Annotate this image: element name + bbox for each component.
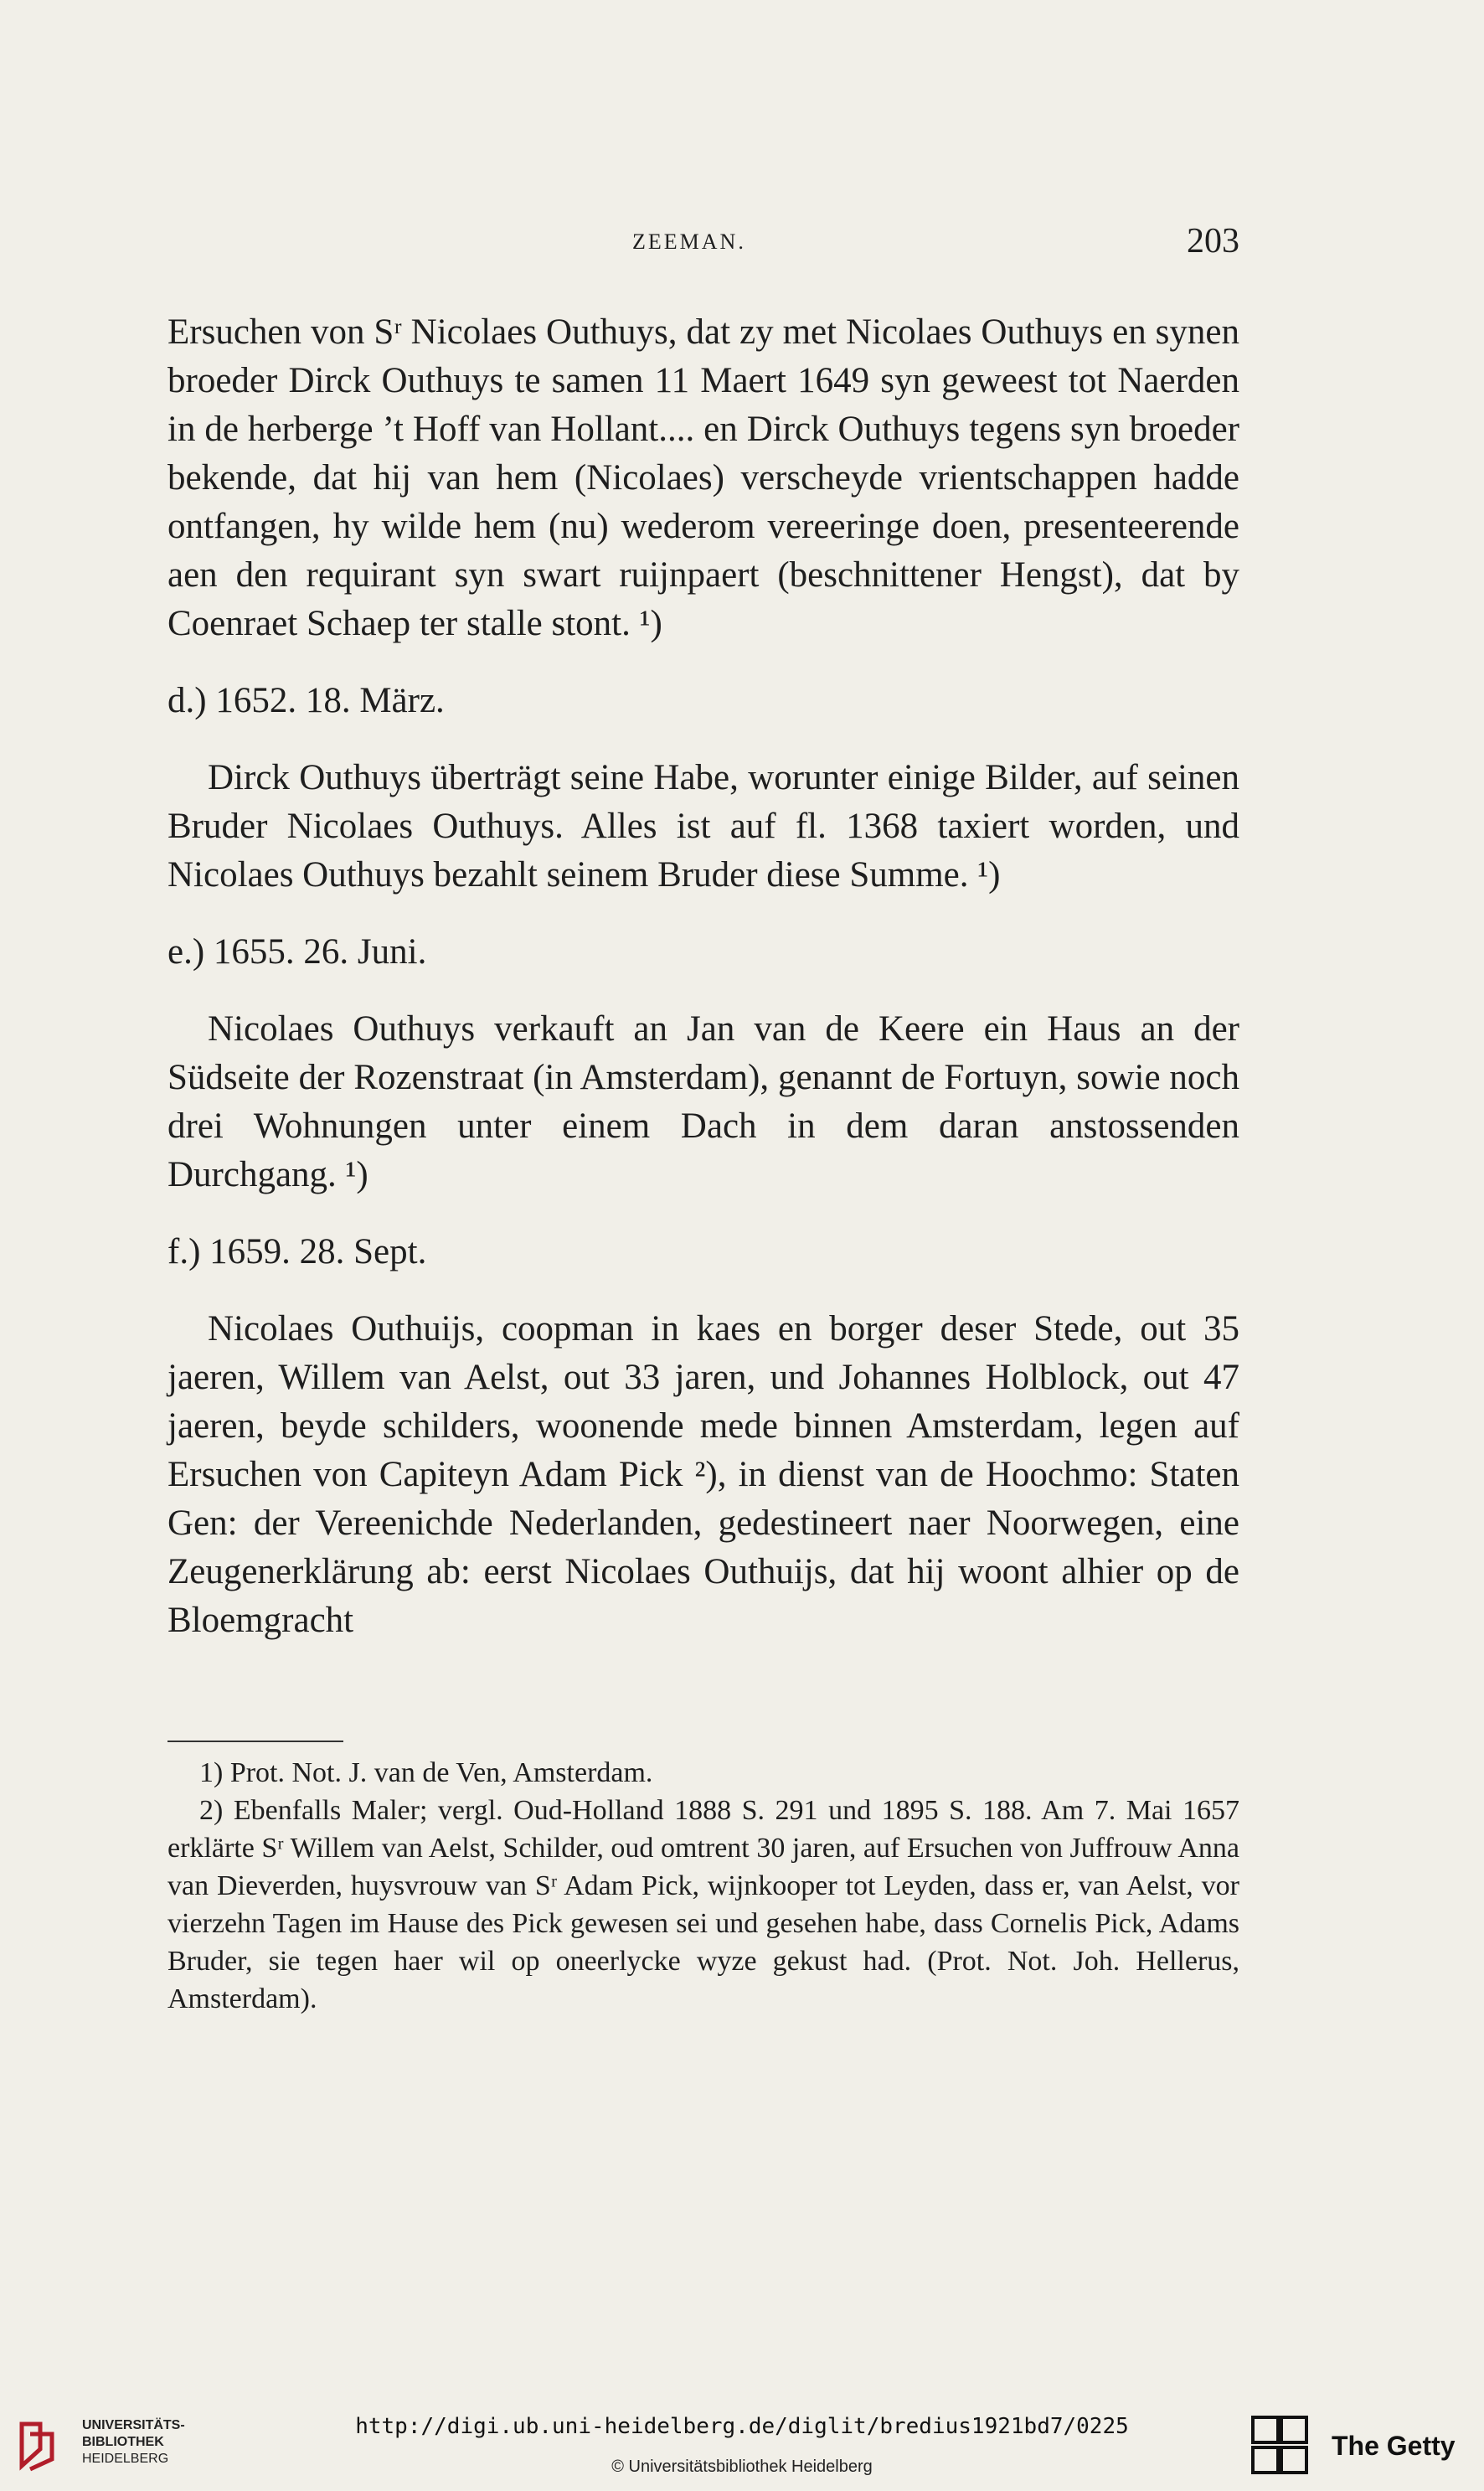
paragraph-ersuchen: Ersuchen von Sʳ Nicolaes Outhuys, dat zy met Nicolaes Outhuys en synen broeder Dirck Outhuys te samen 11 Maert 1649 syn geweest tot Naerden in de herberge ’t Hoff van Hollant.... en Dirck Outhuys tegens syn broeder bekende, dat hij van hem (Nicolaes) verscheyde vrientschappen hadde ontfangen, hy wilde hem (nu) wederom vereeringe doen, presenteerende aen den requirant syn swart ruijnpaert (beschnittener Hengst), dat by Coenraet Schaep ter stalle stont. ¹) bbox=[167, 312, 1239, 643]
entry-text-f: Nicolaes Outhuijs, coopman in kaes en borger deser Stede, out 35 jaeren, Willem van Aelst, out 33 jaren, und Johannes Holblock, out 47 jaeren, beyde schilders, woonende mede binnen Amsterdam, legen auf Ersuchen von Capiteyn Adam Pick ²), in dienst van de Hoochmo: Staten Gen: der Vereenichde Nederlanden, gedestineert naer Noorwegen, eine Zeugenerklärung ab: eerst Nicolaes Outhuijs, dat hij woont alhier op de Bloemgracht bbox=[167, 1309, 1239, 1640]
footnotes bbox=[167, 1754, 1239, 2018]
digitization-footer bbox=[0, 2412, 1484, 2491]
library-name-line-1: UNIVERSITÄTS- bbox=[82, 2418, 185, 2432]
copyright-notice: © Universitätsbibliothek Heidelberg bbox=[611, 2457, 873, 2476]
entry-heading-d: d.) 1652. 18. März. bbox=[167, 681, 445, 720]
library-name-line-3: HEIDELBERG bbox=[82, 2452, 169, 2466]
entry-heading-e: e.) 1655. 26. Juni. bbox=[167, 932, 427, 972]
library-name-line-2: BIBLIOTHEK bbox=[82, 2435, 164, 2449]
entry-text-e: Nicolaes Outhuys verkauft an Jan van de Keere ein Haus an der Südseite der Rozenstraat (in Amsterdam), genannt de Fortuyn, sowie noch drei Wohnungen unter einem Dach in dem daran anstossenden Durchgang. ¹) bbox=[167, 1009, 1239, 1194]
getty-logo-icon bbox=[1248, 2412, 1315, 2479]
footnote-1: 1) Prot. Not. J. van de Ven, Amsterdam. bbox=[199, 1757, 653, 1788]
page-header bbox=[167, 221, 1239, 271]
permalink-url[interactable]: http://digi.ub.uni-heidelberg.de/diglit/bredius1921bd7/0225 bbox=[355, 2414, 1129, 2439]
running-head: ZEEMAN. bbox=[632, 230, 746, 254]
getty-label: The Getty bbox=[1332, 2431, 1456, 2461]
page-number: 203 bbox=[1187, 222, 1239, 260]
footnote-2: 2) Ebenfalls Maler; vergl. Oud-Holland 1888 S. 291 und 1895 S. 188. Am 7. Mai 1657 erklärte Sʳ Willem van Aelst, Schilder, oud omtrent 30 jaren, auf Ersuchen von Juffrouw Anna van Dieverden, huysvrouw van Sʳ Adam Pick, wijnkooper tot Leyden, dass er, van Aelst, vor vierzehn Tagen im Hause des Pick gewesen sei und gesehen habe, dass Cornelis Pick, Adams Bruder, sie tegen haer wil op oneerlycke wyze gekust had. (Prot. Not. Joh. Hellerus, Amsterdam). bbox=[167, 1795, 1239, 2014]
entry-text-d: Dirck Outhuys überträgt seine Habe, worunter einige Bilder, auf seinen Bruder Nicolaes Outhuys. Alles ist auf fl. 1368 taxiert worden, und Nicolaes Outhuys bezahlt seinem Bruder diese Summe. ¹) bbox=[167, 758, 1239, 895]
main-text bbox=[167, 308, 1239, 1645]
entry-heading-f: f.) 1659. 28. Sept. bbox=[167, 1232, 427, 1271]
footnote-divider bbox=[167, 1741, 343, 1742]
getty-logo[interactable] bbox=[1248, 2412, 1474, 2479]
